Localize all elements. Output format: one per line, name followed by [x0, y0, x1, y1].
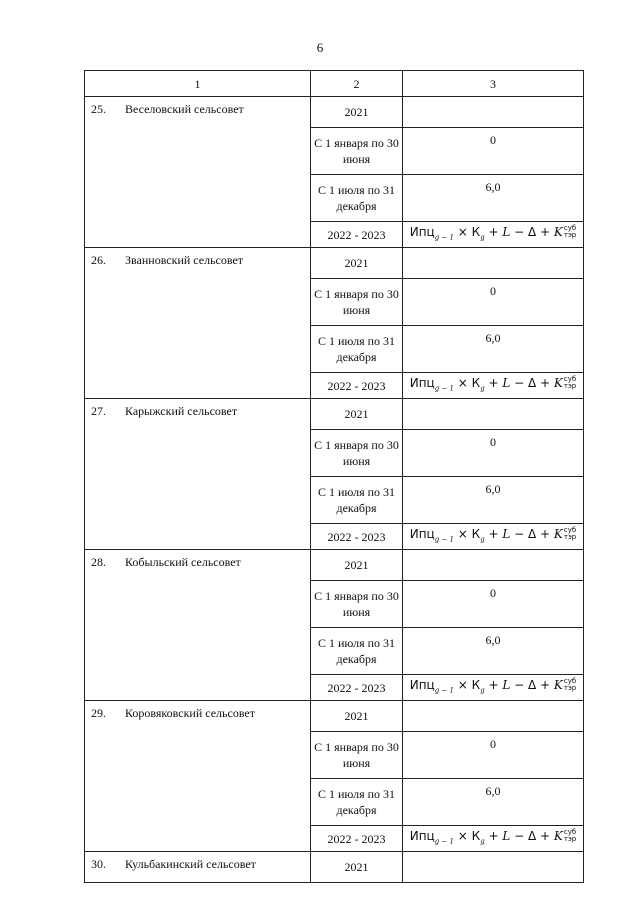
formula-l: L — [502, 224, 511, 239]
row-number: 27. — [91, 404, 106, 418]
municipality-cell — [85, 852, 311, 883]
formula-ipc-sub: g − 1 — [434, 535, 454, 544]
header-col-3: 3 — [403, 71, 584, 97]
formula-k: К — [471, 526, 481, 541]
years-cell: 2022 - 2023 — [311, 826, 403, 852]
years-cell: 2022 - 2023 — [311, 373, 403, 399]
period-cell-second-half: С 1 июля по 31 декабря — [311, 779, 403, 826]
value-cell-first-half: 0 — [403, 128, 584, 175]
period-cell-first-half: С 1 января по 30 июня — [311, 279, 403, 326]
value-cell-second-half: 6,0 — [403, 628, 584, 675]
value-cell-second-half: 6,0 — [403, 326, 584, 373]
formula-k: К — [471, 224, 481, 239]
years-cell: 2022 - 2023 — [311, 675, 403, 701]
table-row — [85, 550, 584, 581]
table-row — [85, 701, 584, 732]
value-cell-first-half: 0 — [403, 581, 584, 628]
table-row — [85, 399, 584, 430]
formula-l: L — [502, 677, 511, 692]
formula-ipc: Ипц — [409, 677, 435, 692]
municipality-cell — [85, 399, 311, 550]
formula-kt: K — [553, 526, 563, 541]
municipality-name: Кульбакинский сельсовет — [125, 857, 256, 871]
value-cell-first-half: 0 — [403, 430, 584, 477]
header-col-2: 2 — [311, 71, 403, 97]
formula-cell: $Ипц_{g - 1} \times К_g + L - \Delta$ + Kсуб тэр — [403, 675, 584, 701]
period-cell-second-half: С 1 июля по 31 декабря — [311, 477, 403, 524]
formula-ipc-sub: g − 1 — [434, 837, 454, 846]
row-number: 30. — [91, 857, 106, 871]
row-number: 29. — [91, 706, 106, 720]
formula-kt: K — [553, 828, 563, 843]
value-cell-second-half: 6,0 — [403, 779, 584, 826]
period-cell-first-half: С 1 января по 30 июня — [311, 581, 403, 628]
formula-cell: $Ипц_{g - 1} \times К_g + L - \Delta$ + Kсуб тэр — [403, 222, 584, 248]
year-cell: 2021 — [311, 550, 403, 581]
formula-k: К — [471, 677, 481, 692]
row-number: 25. — [91, 102, 106, 116]
formula-ipc: Ипц — [409, 224, 435, 239]
year-cell: 2021 — [311, 852, 403, 883]
page-number: 6 — [316, 40, 324, 55]
empty-value-cell — [403, 97, 584, 128]
municipality-cell — [85, 248, 311, 399]
formula-cell: $Ипц_{g - 1} \times К_g + L - \Delta$ + Kсуб тэр — [403, 826, 584, 852]
municipality-name: Веселовский сельсовет — [125, 102, 244, 116]
formula-ipc: Ипц — [409, 828, 435, 843]
years-cell: 2022 - 2023 — [311, 222, 403, 248]
period-cell-first-half: С 1 января по 30 июня — [311, 732, 403, 779]
formula-ipc-sub: g − 1 — [434, 384, 454, 393]
period-cell-first-half: С 1 января по 30 июня — [311, 128, 403, 175]
empty-value-cell — [403, 248, 584, 279]
empty-value-cell — [403, 550, 584, 581]
period-cell-second-half: С 1 июля по 31 декабря — [311, 326, 403, 373]
formula-ipc-sub: g − 1 — [434, 686, 454, 695]
empty-value-cell — [403, 852, 584, 883]
table-row — [85, 97, 584, 128]
formula-l: L — [502, 828, 511, 843]
year-cell: 2021 — [311, 399, 403, 430]
formula-ipc-sub: g − 1 — [434, 233, 454, 242]
value-cell-second-half: 6,0 — [403, 175, 584, 222]
formula-ipc: Ипц — [409, 526, 435, 541]
municipality-cell — [85, 550, 311, 701]
year-cell: 2021 — [311, 701, 403, 732]
years-cell: 2022 - 2023 — [311, 524, 403, 550]
year-cell: 2021 — [311, 248, 403, 279]
table-row — [85, 248, 584, 279]
formula-cell: $Ипц_{g - 1} \times К_g + L - \Delta$ + Kсуб тэр — [403, 524, 584, 550]
header-col-1: 1 — [85, 71, 311, 97]
formula-ipc: Ипц — [409, 375, 435, 390]
formula-kt: K — [553, 677, 563, 692]
formula-l: L — [502, 375, 511, 390]
empty-value-cell — [403, 399, 584, 430]
period-cell-first-half: С 1 января по 30 июня — [311, 430, 403, 477]
formula-k: К — [471, 828, 481, 843]
value-cell-second-half: 6,0 — [403, 477, 584, 524]
formula-kt: K — [553, 224, 563, 239]
table-header-row — [85, 71, 584, 97]
tariff-table — [84, 70, 584, 883]
row-number: 26. — [91, 253, 106, 267]
value-cell-first-half: 0 — [403, 279, 584, 326]
municipality-name: Кобыльский сельсовет — [125, 555, 241, 569]
municipality-cell — [85, 701, 311, 852]
municipality-name: Званновский сельсовет — [125, 253, 244, 267]
formula-k: К — [471, 375, 481, 390]
table-row — [85, 852, 584, 883]
municipality-cell — [85, 97, 311, 248]
period-cell-second-half: С 1 июля по 31 декабря — [311, 628, 403, 675]
row-number: 28. — [91, 555, 106, 569]
municipality-name: Карыжский сельсовет — [125, 404, 238, 418]
value-cell-first-half: 0 — [403, 732, 584, 779]
formula-cell: $Ипц_{g - 1} \times К_g + L - \Delta$ + Kсуб тэр — [403, 373, 584, 399]
year-cell: 2021 — [311, 97, 403, 128]
empty-value-cell — [403, 701, 584, 732]
municipality-name: Коровяковский сельсовет — [125, 706, 256, 720]
formula-kt: K — [553, 375, 563, 390]
period-cell-second-half: С 1 июля по 31 декабря — [311, 175, 403, 222]
formula-l: L — [502, 526, 511, 541]
